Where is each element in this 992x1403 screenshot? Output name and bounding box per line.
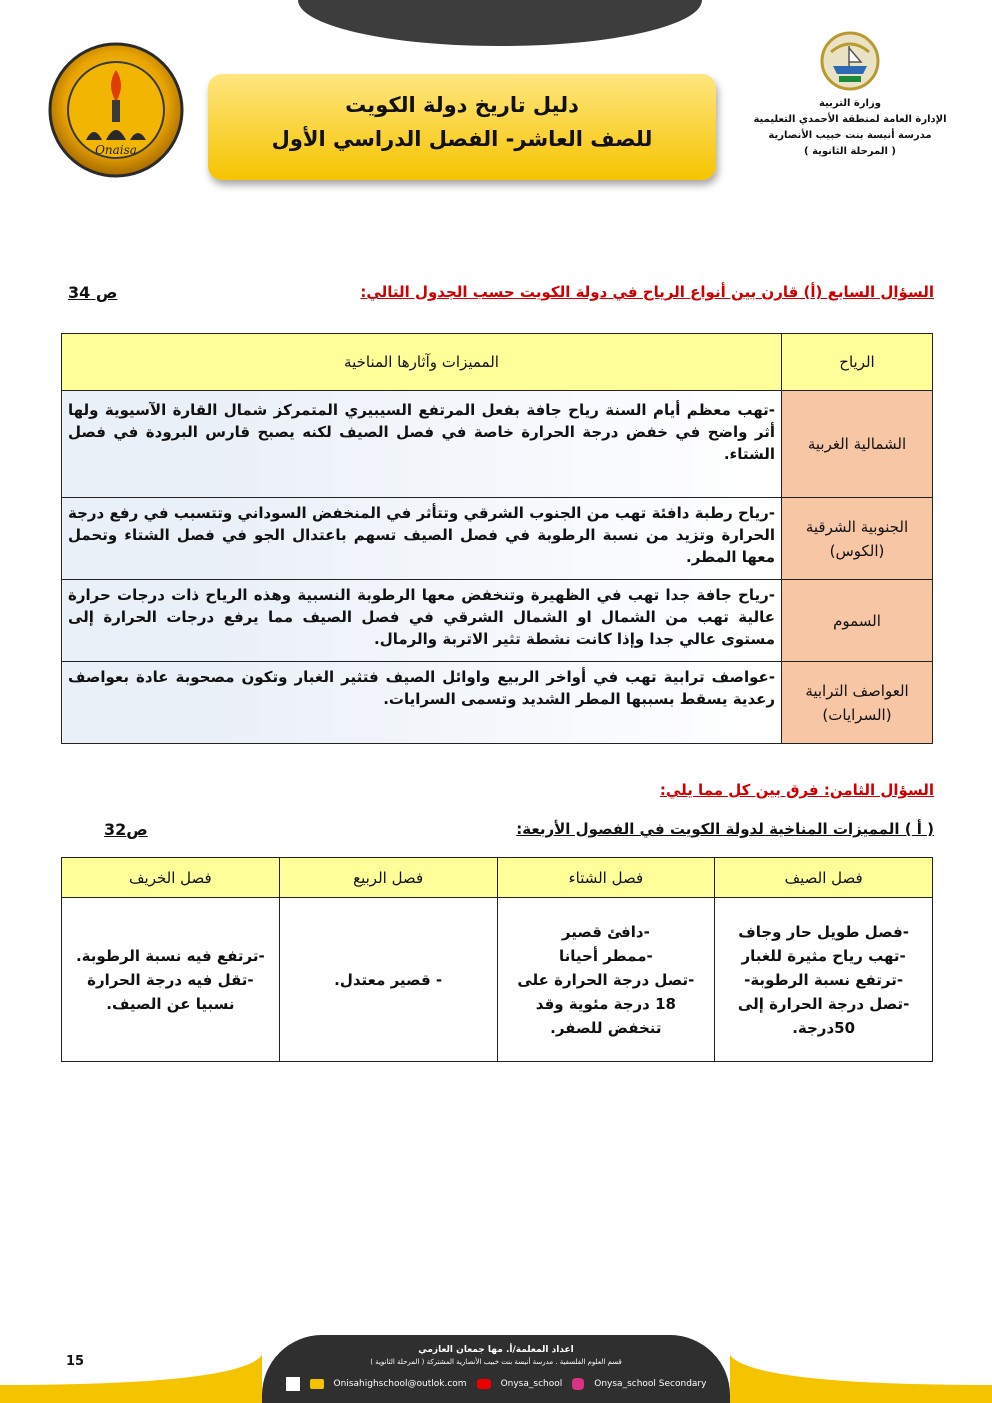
wind-name: السموم	[782, 580, 933, 662]
col-features-header: المميزات وآثارها المناخية	[62, 334, 782, 391]
document-title-box	[208, 74, 716, 180]
wind-desc: -رياح جافة جدا تهب في الظهيرة وتنخفض معها الرطوبة النسبية وهذه الرياح ذات درجات حرارة عالية تهب من الشمال او الشمال الشرقي في فصل الصيف مما يرفع درجات الحرارة إلى مستوى عالي جدا وإذا كانت نشطة تثير الاتربة والرمال.	[62, 580, 782, 662]
table-row	[62, 498, 933, 580]
footer-youtube[interactable]: Onysa_school	[500, 1379, 563, 1389]
table-header-row	[62, 858, 933, 898]
wind-desc: -عواصف ترابية تهب في أواخر الربيع واوائل الصيف فتثير الغبار وتكون مصحوبة عادة بعواصف رعدية يسقط بسببها المطر الشديد وتسمى السرايات.	[62, 662, 782, 744]
season-header: فصل الربيع	[279, 858, 497, 898]
season-cell	[279, 898, 497, 1062]
school-logo	[46, 40, 186, 180]
winds-table	[61, 333, 933, 744]
footer-instagram[interactable]: Onysa_school Secondary	[594, 1379, 707, 1389]
question-8-page-ref: ص32	[104, 820, 148, 839]
season-line: -ترتفع نسبة الرطوبة-	[744, 970, 904, 989]
season-header: فصل الشتاء	[497, 858, 715, 898]
season-line: 18 درجة مئوية وقد	[535, 994, 676, 1013]
instagram-icon	[572, 1378, 584, 1390]
title-line-1: دليل تاريخ دولة الكويت	[345, 93, 579, 117]
wind-desc: -رياح رطبة دافئة تهب من الجنوب الشرقي وتتأثر في المنخفض السوداني وتتسبب في رفع درجة الحرارة وتزيد من نسبة الرطوبة في فصل الصيف تسهم باعتدال الجو في فصل الشتاء وتحمل معها المطر.	[62, 498, 782, 580]
footer-contacts	[276, 1374, 716, 1394]
season-cell	[715, 898, 933, 1062]
season-line: -تصل درجة الحرارة على	[517, 970, 695, 989]
footer-email[interactable]: Onisahighschool@outlok.com	[333, 1379, 467, 1389]
wind-desc: -تهب معظم أيام السنة رياح جافة بفعل المرتفع السيبيري المتمركز شمال القارة الآسيوية ولها أثر واضح في خفض درجة الحرارة خاصة في فصل الصيف لكنه يصبح قارس البرودة في فصل الشتاء.	[62, 391, 782, 498]
season-header: فصل الخريف	[62, 858, 280, 898]
page-number: 15	[66, 1354, 85, 1369]
seasons-table	[61, 857, 933, 1062]
table-row	[62, 898, 933, 1062]
table-row	[62, 662, 933, 744]
table-row	[62, 391, 933, 498]
table-row	[62, 580, 933, 662]
youtube-icon	[477, 1379, 491, 1389]
season-header: فصل الصيف	[715, 858, 933, 898]
wind-name: العواصف الترابية (السرايات)	[782, 662, 933, 744]
ministry-line: الإدارة العامة لمنطقة الأحمدي التعليمية	[753, 114, 947, 125]
table-header-row	[62, 334, 933, 391]
question-8-heading: السؤال الثامن: فرق بين كل مما يلي:	[659, 781, 934, 799]
question-8-subheading: ( أ ) المميزات المناخية لدولة الكويت في الفصول الأربعة:	[516, 820, 934, 838]
season-line: نسبيا عن الصيف.	[106, 994, 235, 1013]
ministry-line: ( المرحلة الثانوية )	[804, 146, 896, 157]
qr-code-icon	[286, 1377, 300, 1391]
season-line: -فصل طويل حار وجاف	[738, 922, 909, 941]
season-line: -تصل درجة الحرارة إلى	[737, 994, 910, 1013]
ministry-header	[740, 30, 960, 160]
season-cell	[62, 898, 280, 1062]
question-7-heading: السؤال السابع (أ) قارن بين أنواع الرياح في دولة الكويت حسب الجدول التالي:	[360, 283, 934, 301]
season-line: -تقل فيه درجة الحرارة	[87, 970, 254, 989]
season-line: -دافئ قصير	[561, 922, 650, 941]
page-footer	[0, 1333, 992, 1403]
logo-text: Onaisa	[95, 143, 137, 157]
ministry-line: مدرسة أنيسة بنت خبيب الأنصارية	[768, 130, 932, 141]
wind-name: الشمالية الغربية	[782, 391, 933, 498]
footer-prepared-by: اعداد المعلمة/أ. مها جمعان العازمي	[418, 1345, 574, 1355]
season-line: -ترتفع فيه نسبة الرطوبة.	[75, 946, 265, 965]
footer-department: قسم العلوم الفلسفية . مدرسة أنيسة بنت خبيب الأنصارية المشتركة ( المرحلة الثانوية )	[370, 1358, 622, 1366]
col-wind-header: الرياح	[782, 334, 933, 391]
season-line: -تهب رياح مثيرة للغبار	[741, 946, 906, 965]
season-line: - قصير معتدل.	[334, 970, 443, 989]
title-line-2: للصف العاشر- الفصل الدراسي الأول	[271, 127, 653, 151]
season-cell	[497, 898, 715, 1062]
top-decoration	[298, 0, 702, 46]
season-line: تنخفض للصفر.	[550, 1018, 662, 1037]
question-7-page-ref: ص 34	[68, 283, 118, 302]
wind-name: الجنوبية الشرقية (الكوس)	[782, 498, 933, 580]
mail-icon	[310, 1379, 324, 1389]
season-line: 50درجة.	[792, 1018, 856, 1037]
season-line: -ممطر أحيانا	[559, 946, 653, 965]
kuwait-emblem-icon	[819, 30, 881, 92]
ministry-line: وزارة التربية	[819, 98, 881, 109]
